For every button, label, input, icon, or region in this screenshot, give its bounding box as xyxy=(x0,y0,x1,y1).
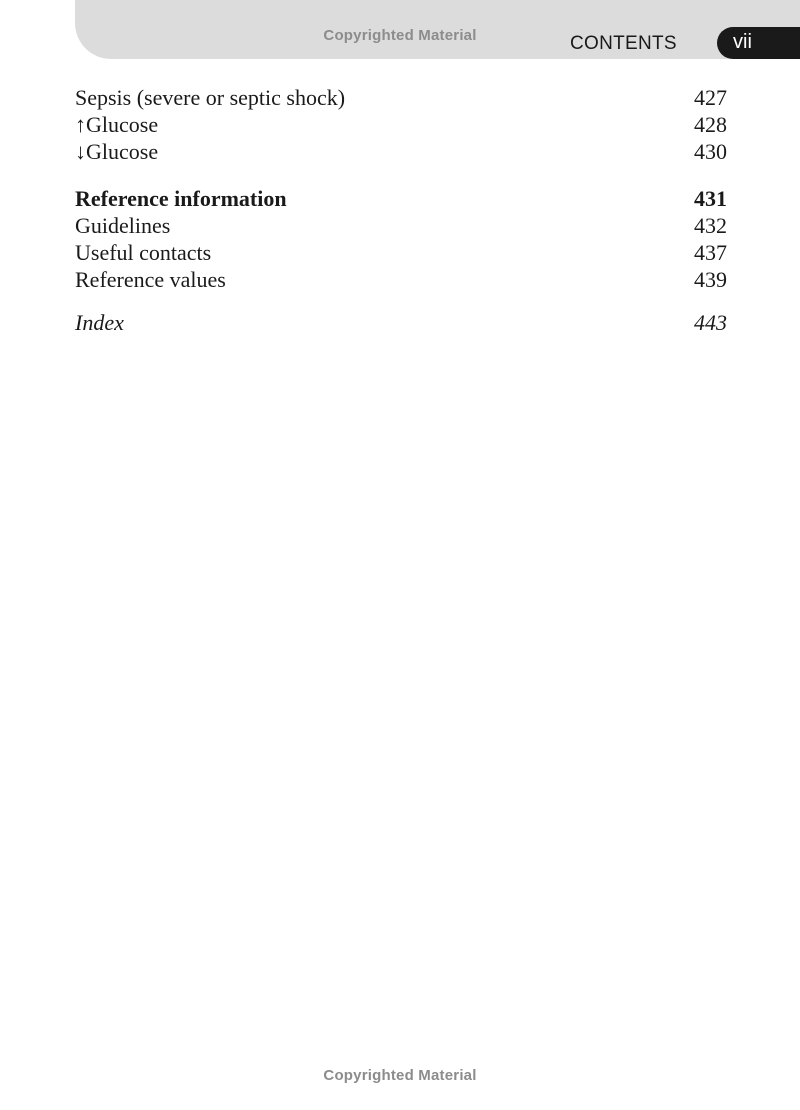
toc-entry-title: Useful contacts xyxy=(75,240,212,265)
toc-entry-page: 437 xyxy=(694,240,727,265)
toc-entry[interactable] xyxy=(75,138,727,165)
toc-entry-title: ↓Glucose xyxy=(75,139,159,164)
toc-section-title: Reference information xyxy=(75,186,287,211)
page-number: vii xyxy=(733,31,752,53)
toc-entry[interactable] xyxy=(75,212,727,239)
toc-entry-page: 432 xyxy=(694,213,727,238)
copyright-watermark-bottom: Copyrighted Material xyxy=(323,1067,477,1084)
toc-entry[interactable] xyxy=(75,84,727,111)
toc-section-page: 431 xyxy=(694,186,727,211)
toc-entry[interactable] xyxy=(75,266,727,293)
toc-entry-title: Guidelines xyxy=(75,213,171,238)
toc-entry-page: 427 xyxy=(694,85,727,110)
toc-entry-title: Reference values xyxy=(75,267,226,292)
toc-index-page: 443 xyxy=(694,310,727,335)
toc-entry-page: 428 xyxy=(694,112,727,137)
toc-entry-page: 439 xyxy=(694,267,727,292)
toc-entry[interactable] xyxy=(75,239,727,266)
table-of-contents xyxy=(75,84,727,336)
toc-section-heading[interactable] xyxy=(75,185,727,212)
copyright-watermark-top: Copyrighted Material xyxy=(323,27,477,44)
toc-index-entry[interactable] xyxy=(75,309,727,336)
running-head: CONTENTS xyxy=(570,33,677,54)
toc-index-title: Index xyxy=(75,310,124,335)
toc-entry-title: ↑Glucose xyxy=(75,112,159,137)
toc-entry[interactable] xyxy=(75,111,727,138)
toc-entry-title: Sepsis (severe or septic shock) xyxy=(75,85,346,110)
toc-entry-page: 430 xyxy=(694,139,727,164)
folio-tab xyxy=(717,27,800,59)
